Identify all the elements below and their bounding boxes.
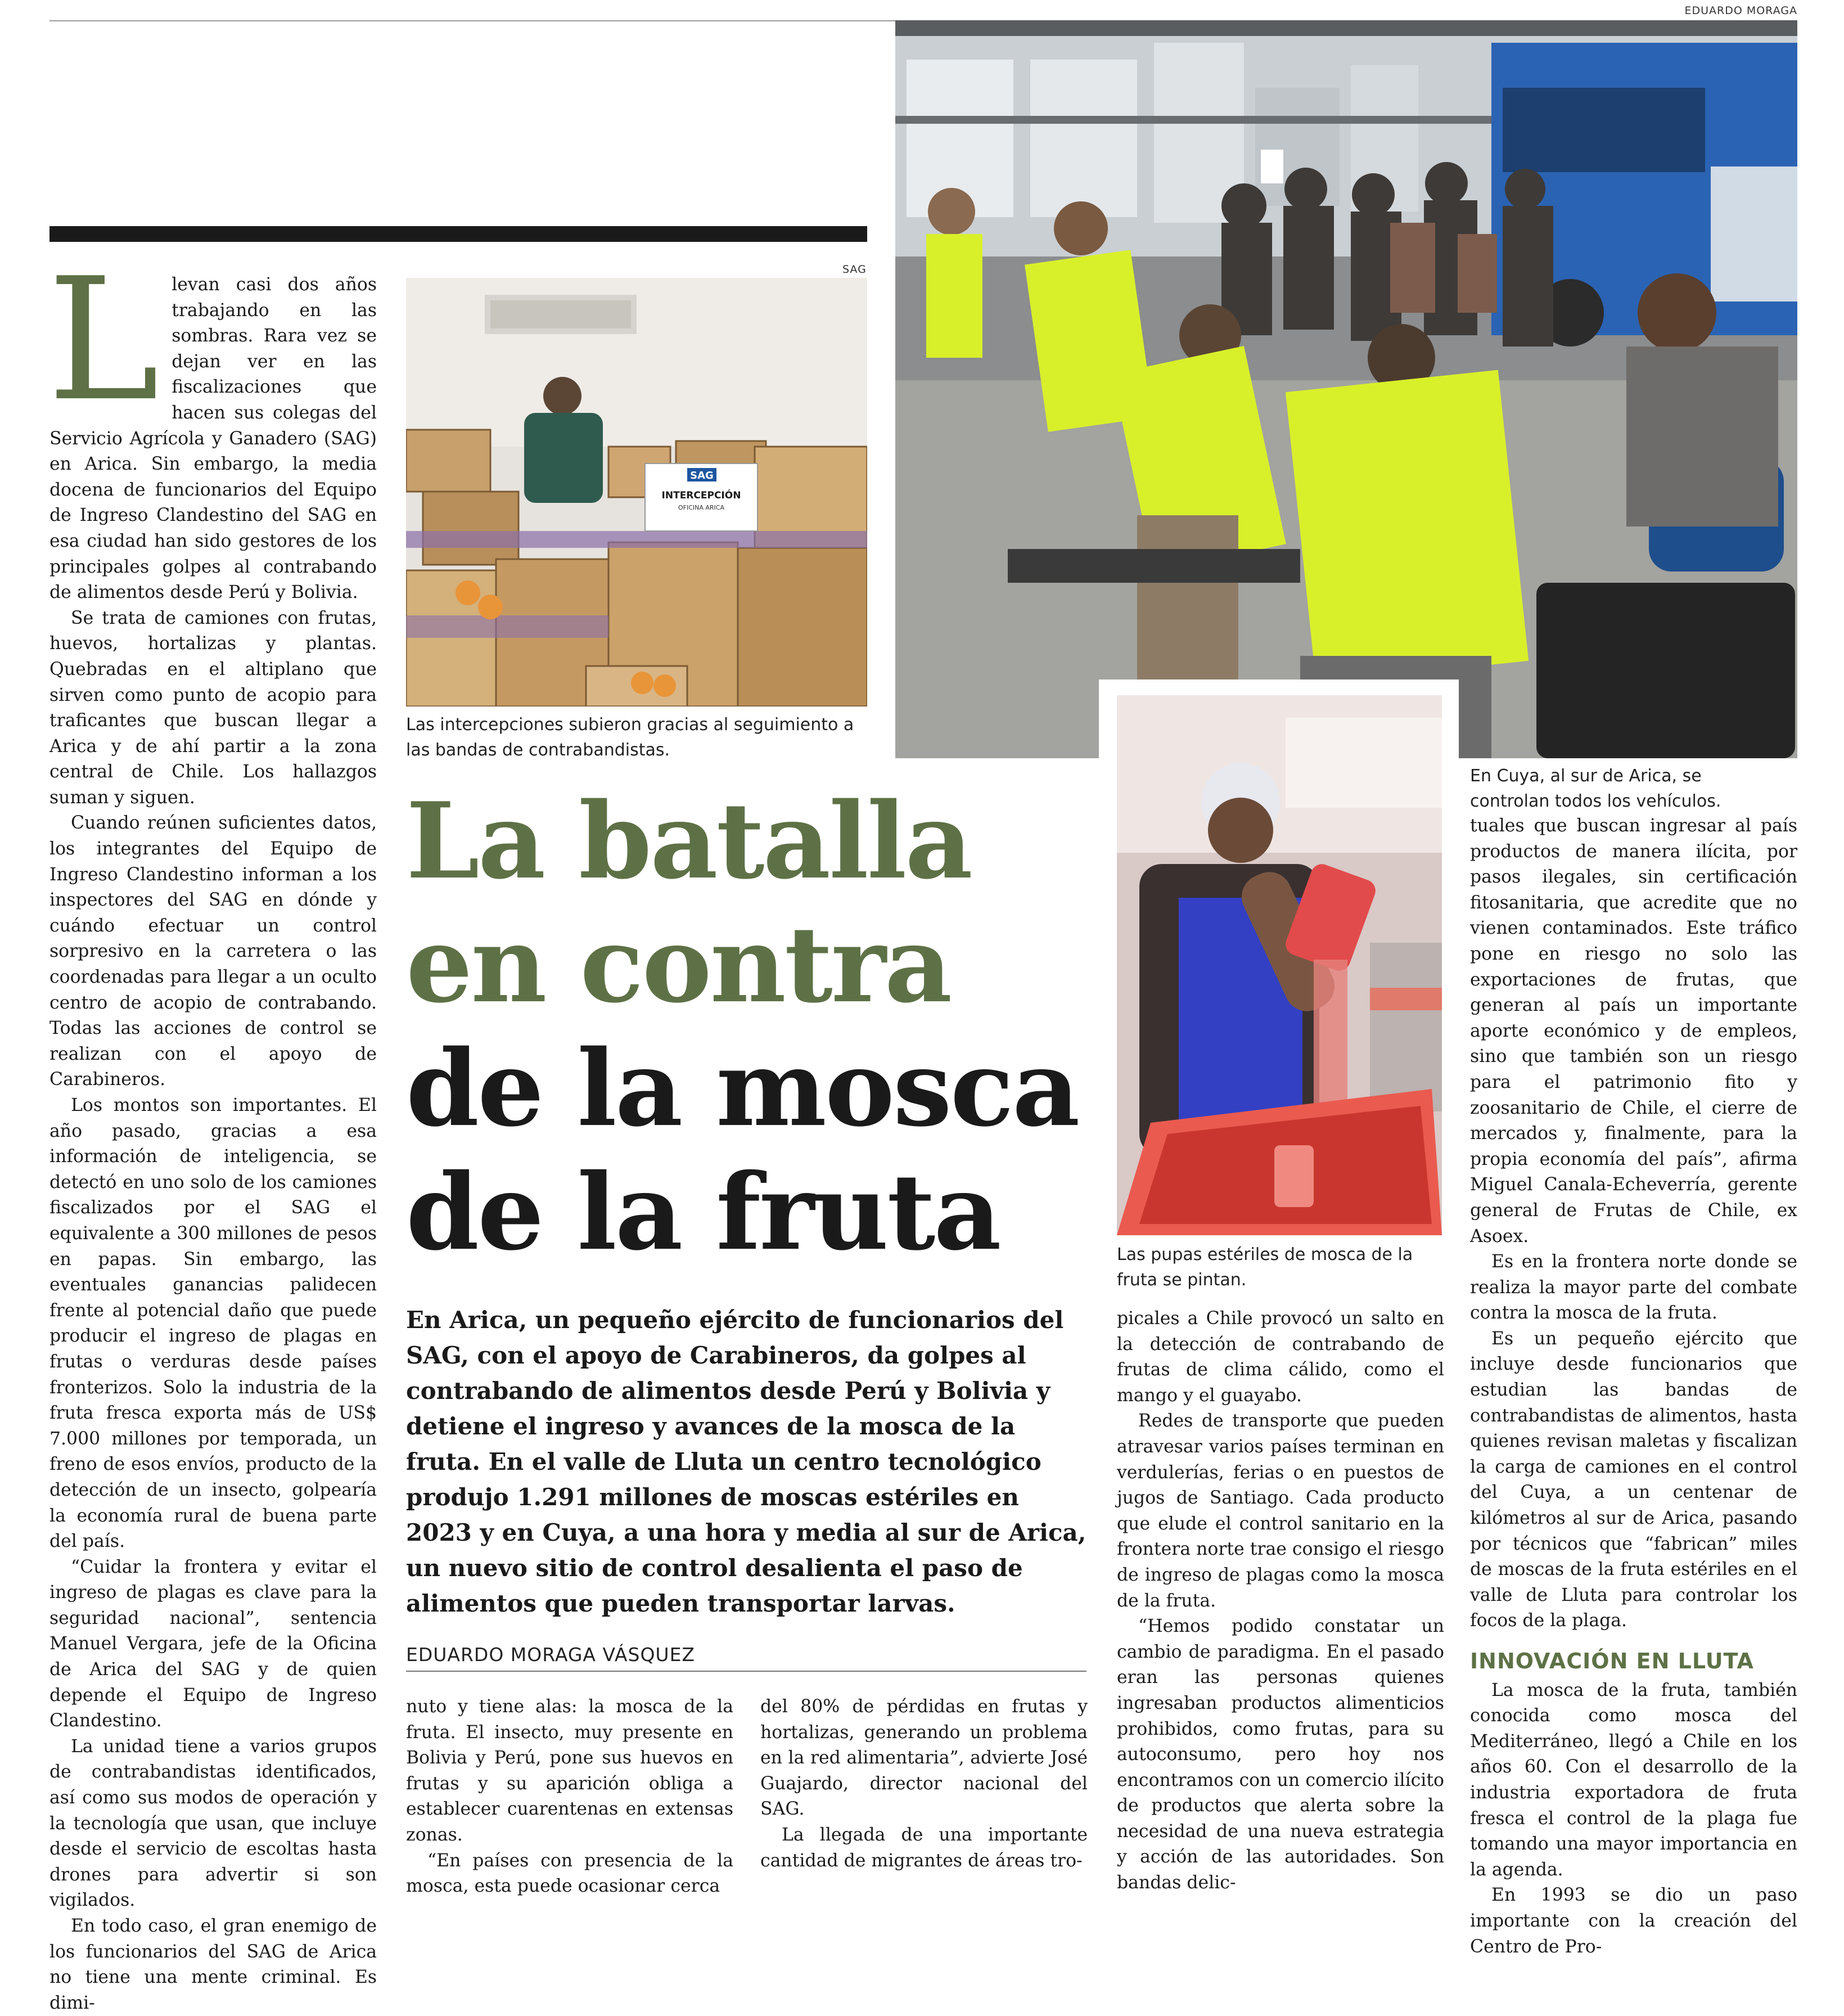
paragraph: Es en la frontera norte donde se realiza la mayor parte del combate contra la mosca de la fruta. [1470, 1252, 1797, 1324]
paragraph: Llevan casi dos años trabajando en las sombras. Rara vez se dejan ver en las fiscalizaciones que hacen sus colegas del Servicio Agrícola y Ganadero (SAG) en Arica. Sin embargo, la media docena de funcionarios del Equipo de Ingreso Clandestino del SAG en esa ciudad han sido gestores de los principales golpes al contrabando de alimentos desde Perú y Bolivia. [47, 242, 377, 603]
paragraph: Se trata de camiones con frutas, huevos, hortalizas y plantas. Quebradas en el altiplano que sirven como punto de acopio para traficantes que buscan llegar a Arica y de ahí partir a la zona central de Chile. Los hallazgos suman y siguen. [49, 608, 377, 808]
headline-line-3: de la mosca [406, 1027, 1079, 1150]
column-3 [760, 1694, 1088, 1874]
photo-credit-top: EDUARDO MORAGA [1684, 4, 1797, 17]
sign-logo: SAG [690, 470, 714, 482]
photo-credit-boxes: SAG [842, 263, 867, 276]
headline-line-1: La batalla [406, 779, 971, 902]
paragraph: nuto y tiene alas: la mosca de la fruta. El insecto, muy presente en Bolivia y Perú, pone sus huevos en frutas y su aparición obliga a establecer cuarentenas en extensas zonas. [406, 1696, 733, 1845]
paragraph: La unidad tiene a varios grupos de contrabandistas identificados, así como sus modos de operación y la tecnología que usan, que incluye desde el servicio de escoltas hasta drones para advertir si son vigilados. [49, 1736, 377, 1911]
caption-cuya: En Cuya, al sur de Arica, se controlan todos los vehículos. [1470, 766, 1721, 811]
column-5 [1470, 813, 1797, 1960]
column-4 [1117, 1306, 1444, 1896]
headline-line-4: de la fruta [406, 1150, 1000, 1274]
paragraph: “Cuidar la frontera y evitar el ingreso de plagas es clave para la seguridad nacional”, sentencia Manuel Vergara, jefe de la Oficina de Arica del SAG y de quien depende el Equipo de Ingreso Clandestino. [49, 1556, 377, 1731]
paragraph: En todo caso, el gran enemigo de los funcionarios del SAG de Arica no tiene una mente criminal. Es dimi- [49, 1916, 377, 2013]
paragraph: Los montos son importantes. El año pasado, gracias a esa información de inteligencia, se detectó en uno solo de los camiones fiscalizados por el SAG el equivalente a 300 millones de pesos en papas. Sin embargo, las eventuales ganancias palidecen frente al potencial daño que puede producir el ingreso de plagas en frutas o verduras desde países fronterizos. Solo la industria de la fruta fresca exporta más de US$ 7.000 millones por temporada, un freno de esos envíos, producto de la detección de un insecto, golpearía la economía rural de buena parte del país. [49, 1095, 377, 1552]
paragraph: del 80% de pérdidas en frutas y hortalizas, generando un problema en la red alimentaria”, advierte José Guajardo, director nacional del SAG. [760, 1696, 1088, 1820]
deck: En Arica, un pequeño ejército de funcionarios del SAG, con el apoyo de Carabineros, da golpes al contrabando de alimentos desde Perú y Bolivia y detiene el ingreso y avances de la mosca de la fruta. En el valle de Lluta un centro tecnológico produjo 1.291 millones de moscas estériles en 2023 y en Cuya, a una hora y media al sur de Arica, un nuevo sitio de control desalienta el paso de alimentos que pueden transportar larvas. [406, 1306, 1086, 1617]
caption-lab: Las pupas estériles de mosca de la fruta se pintan. [1117, 1245, 1413, 1290]
photo-cuya-inspection [895, 20, 1797, 758]
section-bar [49, 226, 867, 242]
paragraph: En 1993 se dio un paso importante con la creación del Centro de Pro- [1470, 1885, 1797, 1957]
paragraph: Redes de transporte que pueden atravesar varios países terminan en verdulerías, ferias o en puestos de jugos de Santiago. Cada producto que elude el control sanitario en la frontera norte trae consigo el riesgo de ingreso de plagas como la mosca de la fruta. [1117, 1411, 1444, 1611]
headline-line-2: en contra [406, 903, 951, 1026]
caption-boxes: Las intercepciones subieron gracias al seguimiento a las bandas de contrabandistas. [406, 715, 854, 760]
paragraph: “En países con presencia de la mosca, esta puede ocasionar cerca [406, 1850, 733, 1897]
headline [406, 779, 1098, 1274]
column-2 [406, 1694, 733, 1900]
sign-office: OFICINA ARICA [678, 504, 725, 511]
paragraph: La llegada de una importante cantidad de migrantes de áreas tro- [760, 1824, 1088, 1871]
column-1 [47, 242, 377, 2016]
paragraph: picales a Chile provocó un salto en la detección de contrabando de frutas de clima cálido, como el mango y el guayabo. [1117, 1308, 1444, 1406]
byline: EDUARDO MORAGA VÁSQUEZ [406, 1644, 696, 1666]
sign-title: INTERCEPCIÓN [661, 490, 741, 501]
byline-rule [406, 1671, 1086, 1672]
paragraph: tuales que buscan ingresar al país productos de manera ilícita, por pasos ilegales, sin certificación fitosanitaria, que acredite que no vienen contaminados. Este tráfico pone en riesgo no solo las exportaciones de frutas, que generan al país un importante aporte económico y de empleos, sino que también son un riesgo para el patrimonio fito y zoosanitario de Chile, el cierre de mercados y, finalmente, para la propia economía del país”, afirma Miguel Canala-Echeverría, gerente general de Frutas de Chile, ex Asoex. [1470, 816, 1797, 1246]
photo-boxes-interception [406, 278, 867, 706]
paragraph: Cuando reúnen suficientes datos, los integrantes del Equipo de Ingreso Clandestino informan a los inspectores del SAG en dónde y cuándo efectuar un control sorpresivo en la carretera o las coordenadas para llegar a un oculto centro de acopio de contrabando. Todas las acciones de control se realizan con el apoyo de Carabineros. [49, 813, 377, 1090]
paragraph: Es un pequeño ejército que incluye desde funcionarios que estudian las bandas de contrabandistas de alimentos, hasta quienes revisan maletas y fiscalizan la carga de camiones en el control del Cuya, a un centenar de kilómetros al sur de Arica, pasando por técnicos que “fabrican” miles de moscas de la fruta estériles en el valle de Lluta para controlar los focos de la plaga. [1470, 1328, 1797, 1631]
paragraph: “Hemos podido constatar un cambio de paradigma. En el pasado eran las personas quienes ingresaban productos alimenticios prohibidos, como frutas, para su autoconsumo, pero hoy nos encontramos con un comercio ilícito de productos que alerta sobre la necesidad de una nueva estrategia y acción de las autoridades. Son bandas delic- [1117, 1616, 1444, 1893]
subhead-innovacion: INNOVACIÓN EN LLUTA [1470, 1649, 1754, 1673]
paragraph: La mosca de la fruta, también conocida como mosca del Mediterráneo, llegó a Chile en los años 60. Con el desarrollo de la industria exportadora de fruta fresca el control de la plaga fue tomando una mayor importancia en la agenda. [1470, 1680, 1797, 1880]
dropcap: L [47, 242, 160, 438]
photo-lab-pupae [1117, 695, 1442, 1235]
